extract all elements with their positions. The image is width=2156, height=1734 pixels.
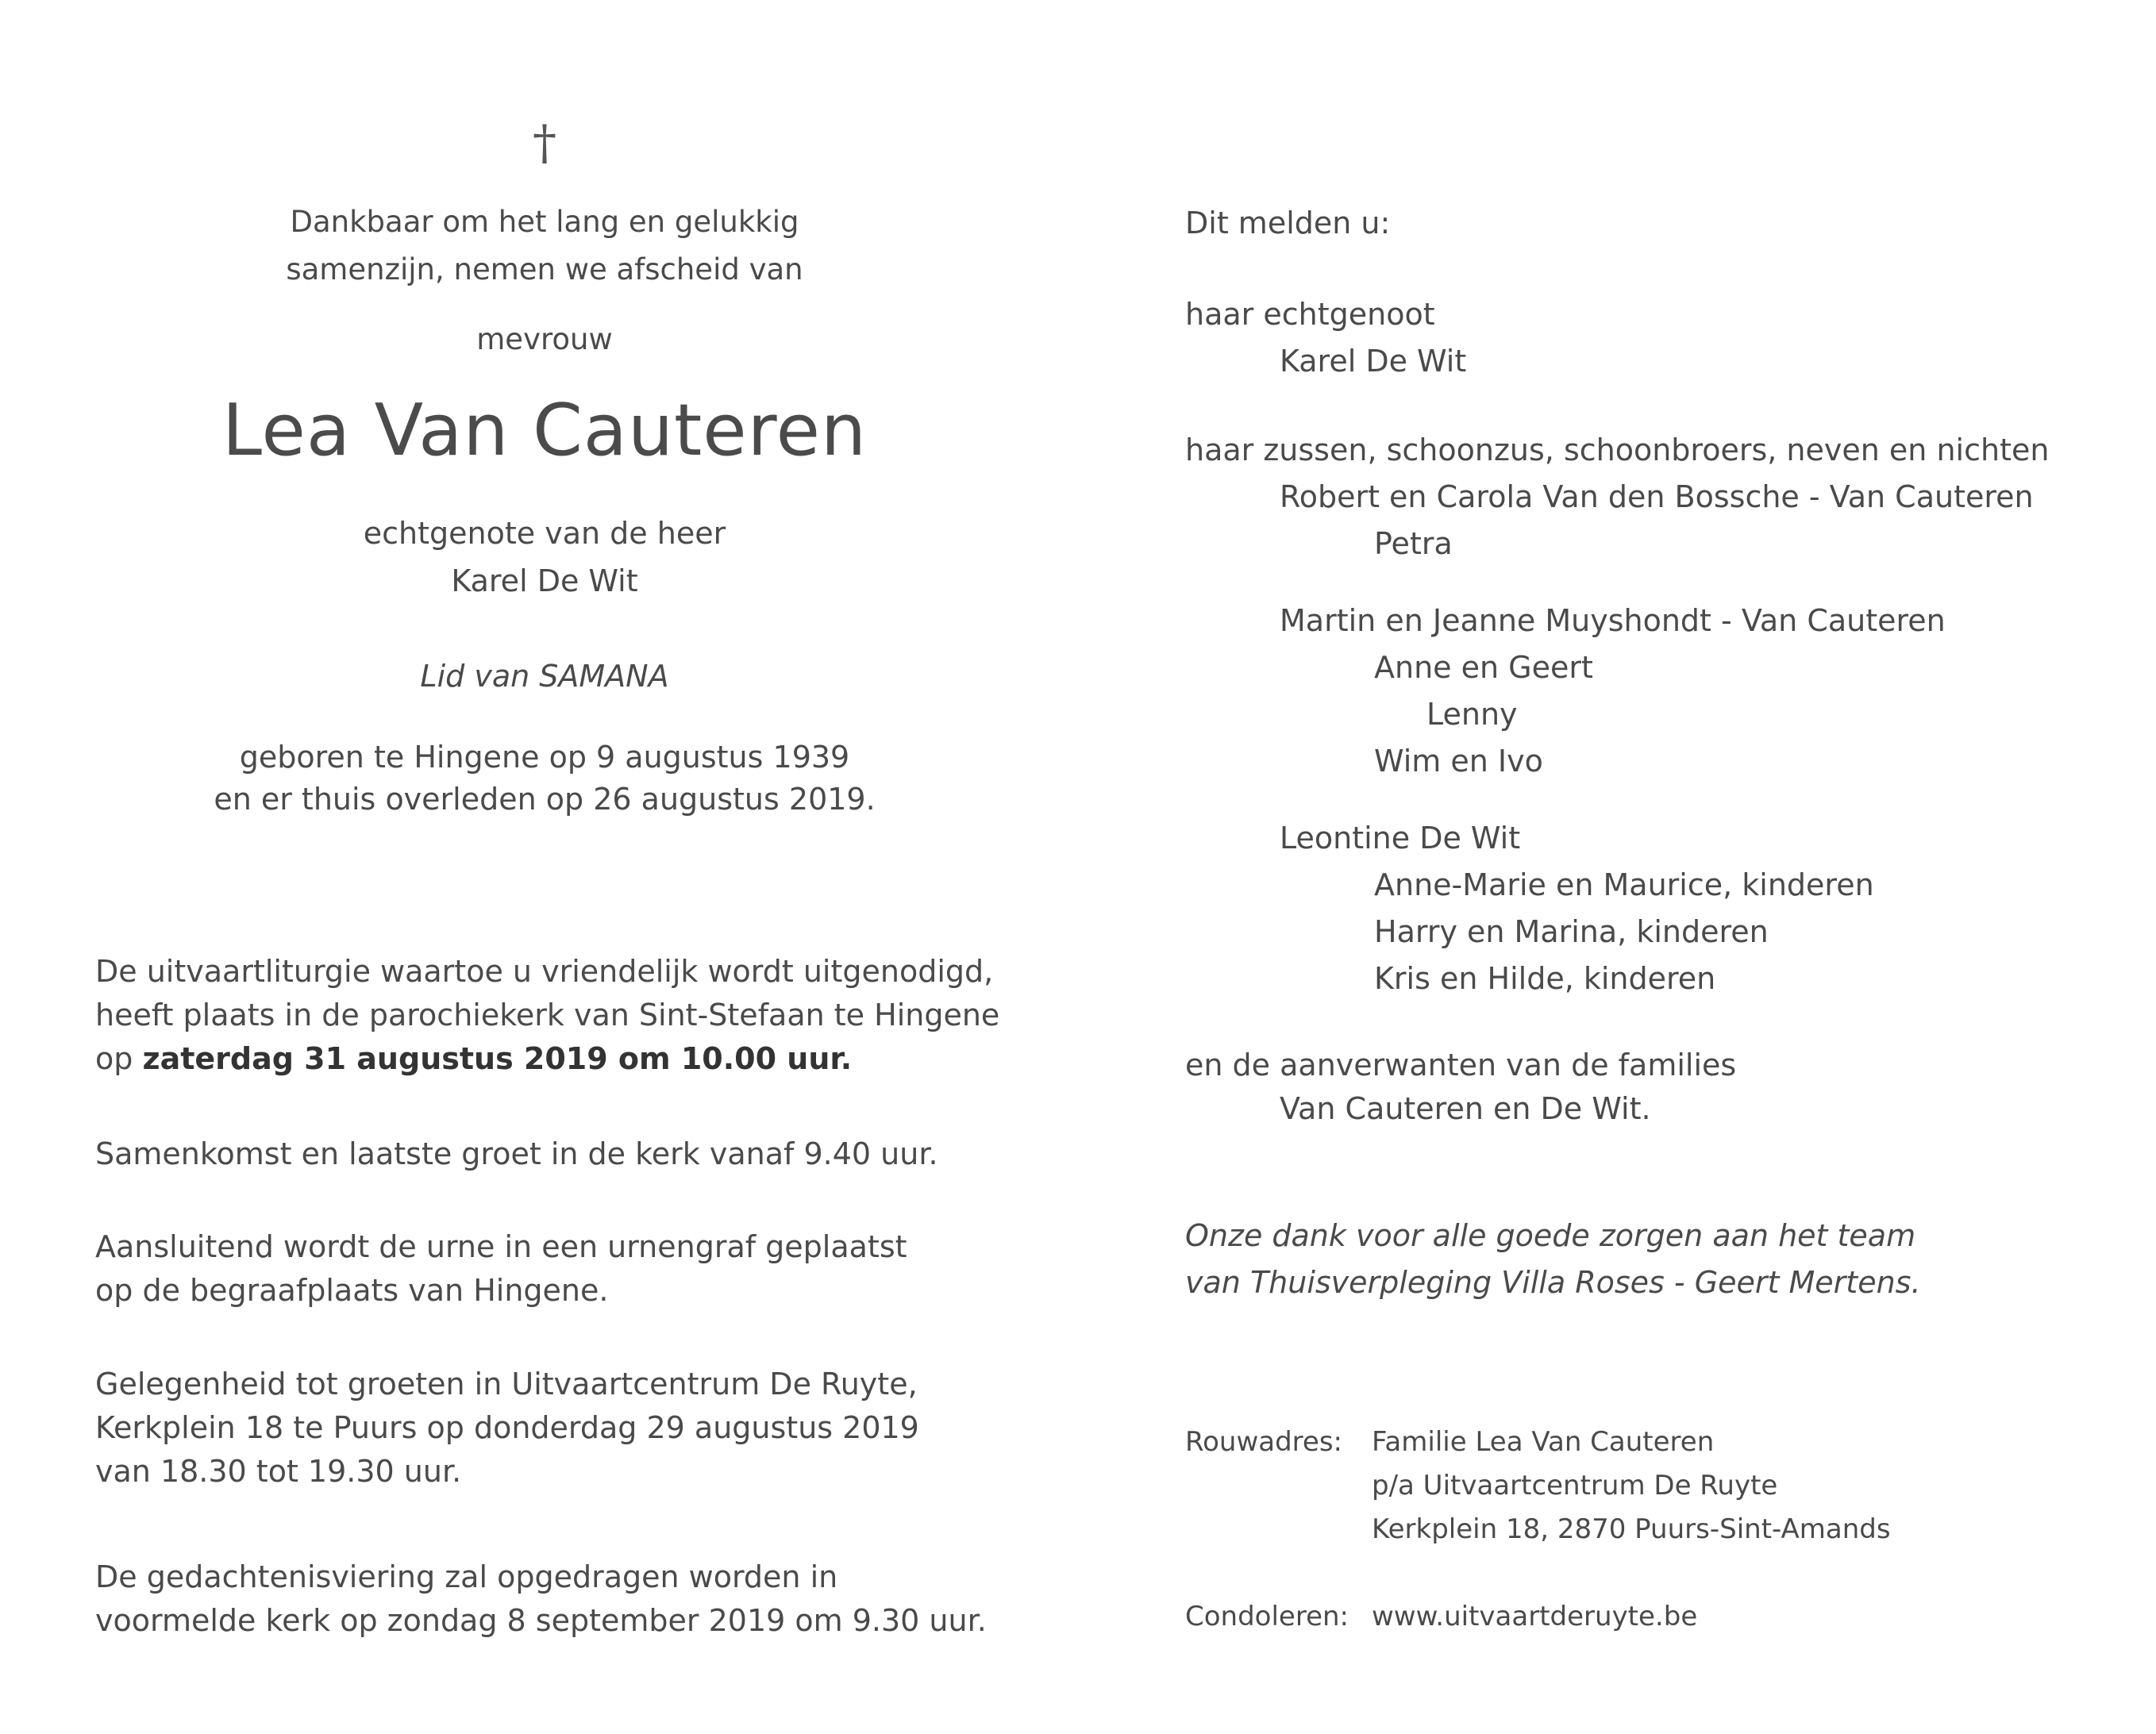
- visit-line-3: van 18.30 tot 19.30 uur.: [95, 1454, 462, 1489]
- died-line: en er thuis overleden op 26 augustus 2019.: [214, 782, 876, 817]
- relatives-line-1: en de aanverwanten van de families: [1185, 1048, 1737, 1082]
- family1-child-1: Petra: [1374, 526, 1453, 561]
- address-line-2: p/a Uitvaartcentrum De Ruyte: [1372, 1470, 1778, 1501]
- family2-child-2: Wim en Ivo: [1374, 744, 1543, 779]
- deceased-name: Lea Van Cauteren: [221, 389, 868, 472]
- thanks-line-1: Onze dank voor alle goede zorgen aan het team: [1185, 1218, 1916, 1253]
- visit-line-1: Gelegenheid tot groeten in Uitvaartcentrum De Ruyte,: [95, 1367, 918, 1401]
- family1-couple: Robert en Carola Van den Bossche - Van Cauteren: [1280, 479, 2034, 514]
- urn-line-2: op de begraafplaats van Hingene.: [95, 1273, 609, 1308]
- spouse-name: Karel De Wit: [451, 563, 638, 598]
- spouse-intro: echtgenote van de heer: [363, 516, 726, 551]
- family3-child-1: Anne-Marie en Maurice, kinderen: [1374, 867, 1874, 902]
- salutation: mevrouw: [476, 322, 613, 356]
- gathering-line: Samenkomst en laatste groet in de kerk vanaf 9.40 uur.: [95, 1136, 938, 1171]
- announce-line: Dit melden u:: [1185, 206, 1391, 240]
- visit-line-2: Kerkplein 18 te Puurs op donderdag 29 augustus 2019: [95, 1410, 919, 1445]
- family3-head: Leontine De Wit: [1280, 821, 1521, 855]
- family2-grandchild-1: Lenny: [1426, 697, 1518, 732]
- urn-line-1: Aansluitend wordt de urne in een urnengraf geplaatst: [95, 1229, 907, 1264]
- intro-line-1: Dankbaar om het lang en gelukkig: [290, 205, 799, 239]
- address-line-1: Familie Lea Van Cauteren: [1372, 1426, 1715, 1458]
- family2-couple: Martin en Jeanne Muyshondt - Van Cauteren: [1280, 603, 1946, 638]
- funeral-line-3-prefix: op: [95, 1041, 133, 1076]
- membership: Lid van SAMANA: [420, 659, 669, 694]
- thanks-line-2: van Thuisverpleging Villa Roses - Geert Mertens.: [1185, 1265, 1921, 1300]
- relatives-line-2: Van Cauteren en De Wit.: [1280, 1091, 1651, 1126]
- husband-name: Karel De Wit: [1280, 344, 1467, 379]
- condolence-url-link[interactable]: www.uitvaartderuyte.be: [1372, 1601, 1698, 1632]
- funeral-line-1: De uitvaartliturgie waartoe u vriendelijk wordt uitgenodigd,: [95, 954, 994, 989]
- family3-child-3: Kris en Hilde, kinderen: [1374, 961, 1716, 996]
- family-label: haar zussen, schoonzus, schoonbroers, neven en nichten: [1185, 433, 2050, 467]
- family2-child-1: Anne en Geert: [1374, 650, 1593, 685]
- memorial-line-2: voormelde kerk op zondag 8 september 2019 om 9.30 uur.: [95, 1603, 987, 1638]
- address-label: Rouwadres:: [1185, 1426, 1342, 1458]
- address-line-3: Kerkplein 18, 2870 Puurs-Sint-Amands: [1372, 1513, 1891, 1545]
- memorial-line-1: De gedachtenisviering zal opgedragen worden in: [95, 1559, 838, 1594]
- condolence-label: Condoleren:: [1185, 1601, 1349, 1632]
- husband-label: haar echtgenoot: [1185, 297, 1435, 332]
- born-line: geboren te Hingene op 9 augustus 1939: [239, 740, 850, 775]
- funeral-line-3: [95, 1037, 852, 1081]
- intro-line-2: samenzijn, nemen we afscheid van: [286, 252, 803, 286]
- family3-child-2: Harry en Marina, kinderen: [1374, 914, 1769, 949]
- cross-symbol: †: [533, 115, 556, 171]
- funeral-line-2: heeft plaats in de parochiekerk van Sint-Stefaan te Hingene: [95, 998, 1000, 1032]
- funeral-date-time: zaterdag 31 augustus 2019 om 10.00 uur.: [142, 1041, 853, 1076]
